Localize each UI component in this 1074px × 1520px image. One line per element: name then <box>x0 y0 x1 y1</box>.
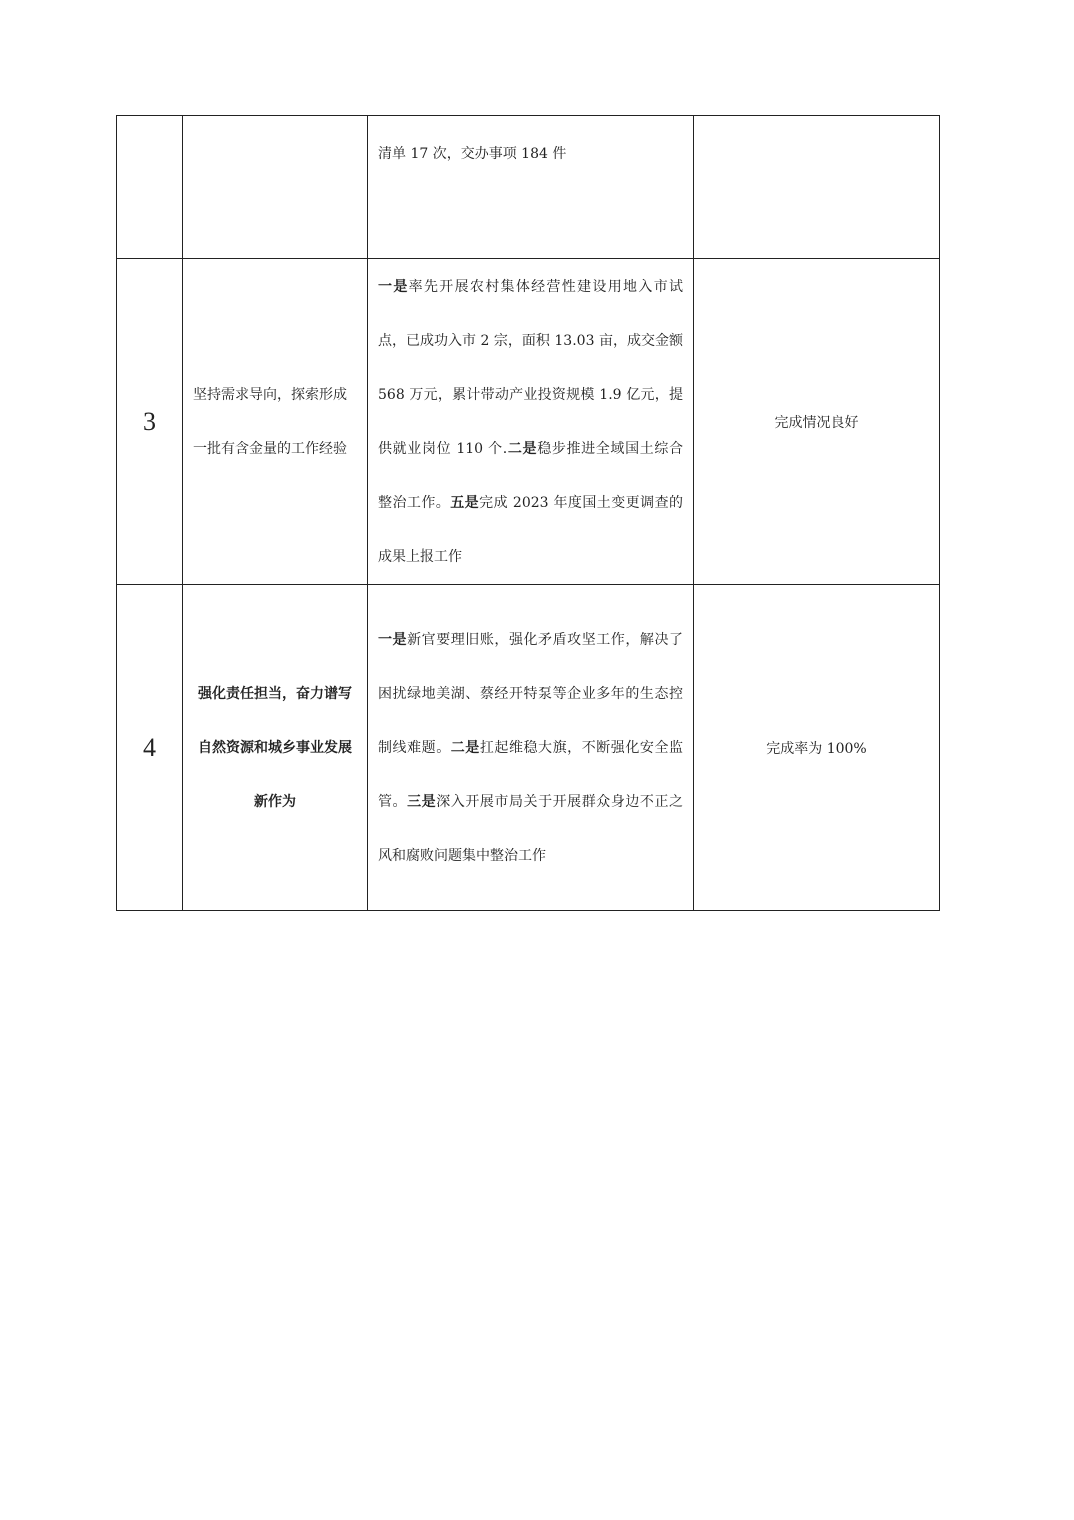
detail-label: 二是 <box>450 739 480 756</box>
detail-label: 一是 <box>378 278 409 295</box>
row-detail <box>368 585 694 911</box>
row-result <box>694 116 940 259</box>
row-number: 3 <box>117 259 183 585</box>
table-row <box>117 259 940 585</box>
row-result: 完成率为 100% <box>694 585 940 911</box>
row-detail: 清单 17 次，交办事项 184 件 <box>368 116 694 259</box>
detail-text: 深入开展市局关于开展群众身边不正之风和腐败问题集中整治工作 <box>378 793 684 864</box>
detail-label: 五是 <box>450 494 480 511</box>
work-summary-table <box>116 115 940 911</box>
row-number: 4 <box>117 585 183 911</box>
row-item <box>183 116 368 259</box>
row-detail <box>368 259 694 585</box>
detail-label: 三是 <box>407 793 437 810</box>
detail-text: 扛起维稳大旗，不断强化安全监管。 <box>378 739 684 810</box>
detail-label: 二是 <box>507 440 538 457</box>
detail-text: 完成 2023 年度国土变更调查的成果上报工作 <box>378 494 684 565</box>
row-result: 完成情况良好 <box>694 259 940 585</box>
row-item: 强化责任担当，奋力谱写自然资源和城乡事业发展新作为 <box>183 585 368 911</box>
detail-text: 率先开展农村集体经营性建设用地入市试点，已成功入市 2 宗，面积 13.03 亩，成交金额 568 万元，累计带动产业投资规模 1.9 亿元，提供就业岗位 110 个. <box>378 278 684 457</box>
row-number <box>117 116 183 259</box>
table-row <box>117 116 940 259</box>
row-item: 坚持需求导向，探索形成一批有含金量的工作经验 <box>183 259 368 585</box>
detail-text: 稳步推进全域国土综合整治工作。 <box>378 440 684 511</box>
detail-text: 新官要理旧账，强化矛盾攻坚工作，解决了困扰绿地美湖、蔡经开特泵等企业多年的生态控制线难题。 <box>378 631 684 756</box>
detail-label: 一是 <box>378 631 408 648</box>
table-row <box>117 585 940 911</box>
